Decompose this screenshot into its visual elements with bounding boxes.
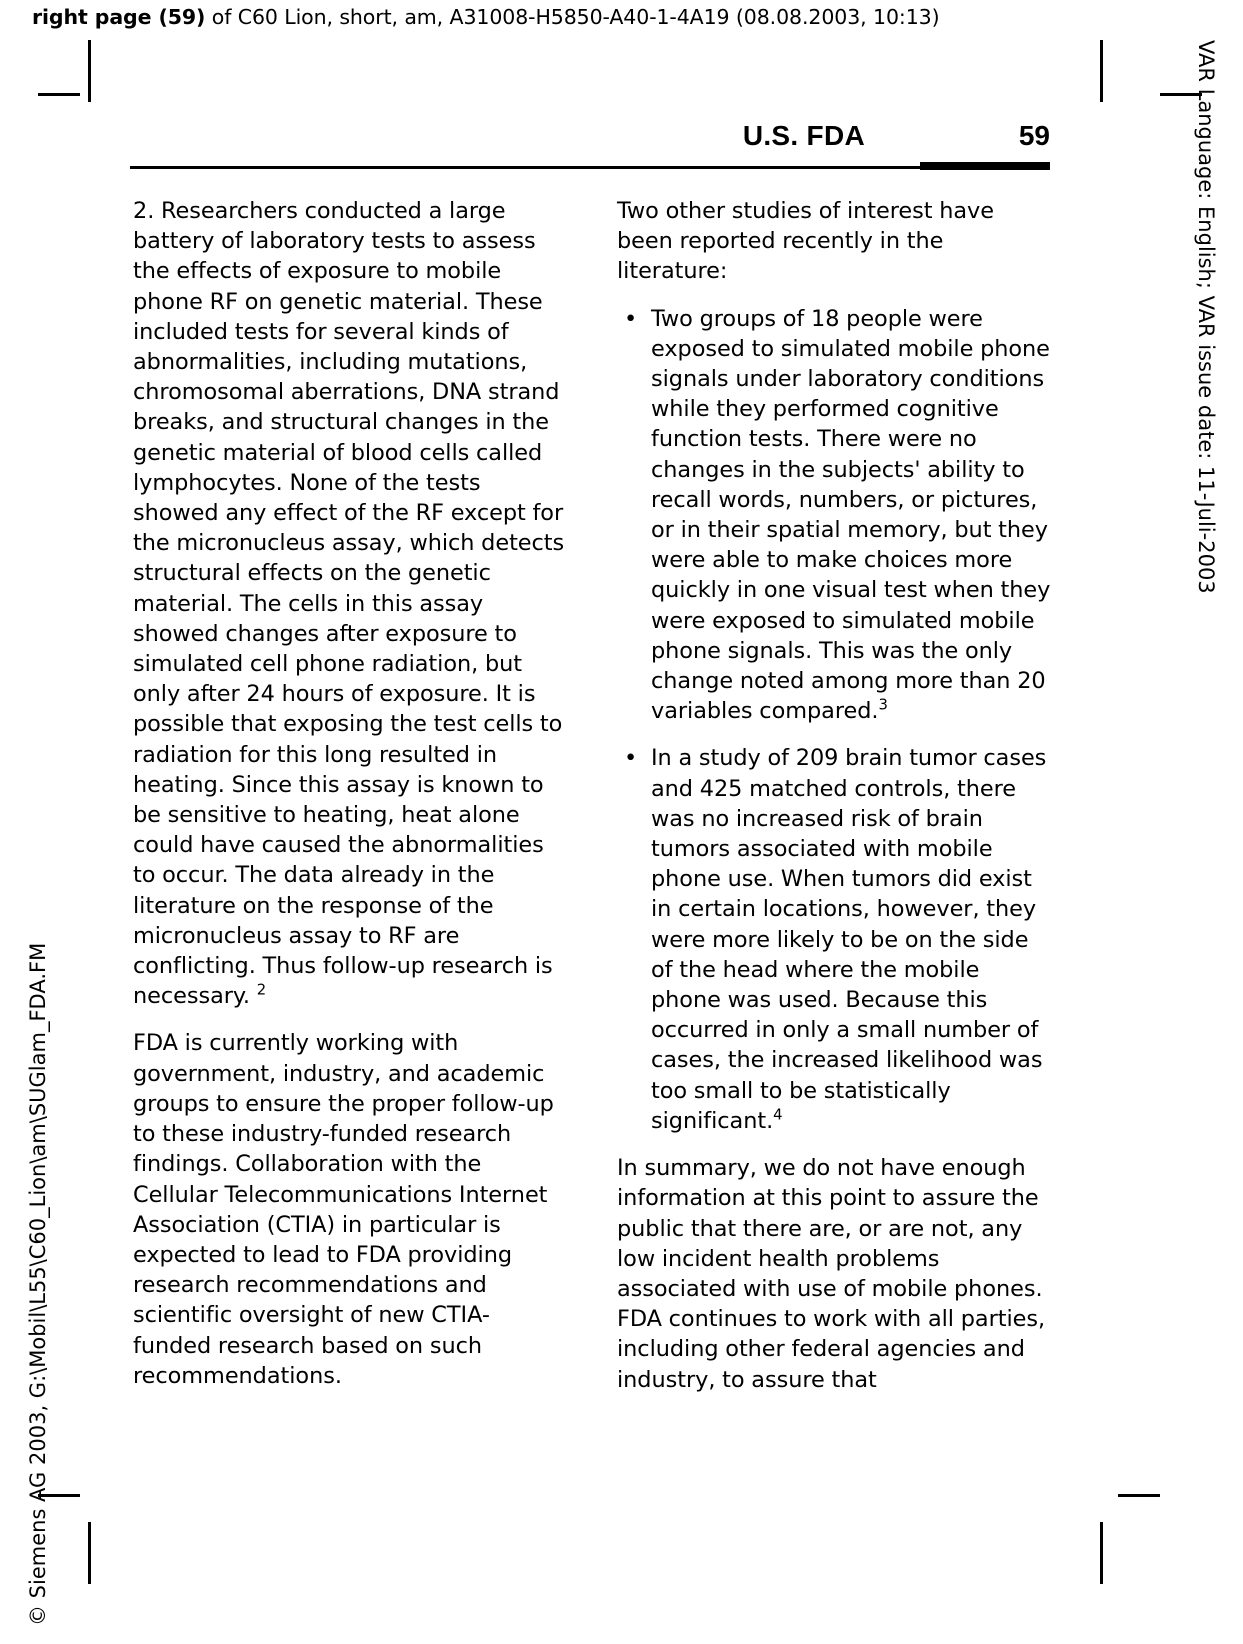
margin-note-right: VAR Language: English; VAR issue date: 11-Juli-2003 — [1194, 40, 1218, 594]
crop-mark-bottom-left-vertical — [88, 1522, 91, 1584]
crop-mark-bottom-right-horizontal — [1118, 1494, 1160, 1497]
section-title: U.S. FDA — [742, 120, 865, 151]
list-item-text: In a study of 209 brain tumor cases and 425 matched controls, there was no increased risk of brain tumors associated with mobile phone use. When tumors did exist in certain locations, however, they were more likely to be on the side of the head where the mobile phone was used. Because this occurred in only a small number of cases, the increased likelihood was too small to be statistically significant. — [651, 745, 1047, 1134]
paragraph-researchers-text: 2. Researchers conducted a large battery of laboratory tests to assess the effects of exposure to mobile phone RF on genetic material. These included tests for several kinds of abnormalities, including mutations, chromosomal aberrations, DNA strand breaks, and structural changes in the genetic material of blood cells called lymphocytes. None of the tests showed any effect of the RF except for the micronucleus assay, which detects structural effects on the genetic material. The cells in this assay showed changes after exposure to simulated cell phone radiation, but only after 24 hours of exposure. It is possible that exposing the test cells to radiation for this long resulted in heating. Since this assay is known to be sensitive to heating, heat alone could have caused the abnormalities to occur. The data already in the literature on the response of the micronucleus assay to RF are conflicting. Thus follow-up research is necessary. — [133, 198, 565, 1010]
footnote-ref-3: 3 — [878, 696, 888, 714]
footnote-ref-4: 4 — [773, 1106, 783, 1124]
header-rule-thin — [130, 166, 920, 169]
body-columns — [133, 196, 1053, 1395]
crop-mark-bottom-right-vertical — [1100, 1522, 1103, 1584]
bullet-icon: • — [624, 745, 638, 772]
footnote-ref-2: 2 — [256, 981, 267, 999]
production-banner-detail: of C60 Lion, short, am, A31008-H5850-A40-1-4A19 (08.08.2003, 10:13) — [205, 5, 940, 29]
studies-list — [617, 304, 1052, 1136]
crop-mark-top-left-vertical — [88, 40, 91, 102]
paragraph-two-other-studies: Two other studies of interest have been reported recently in the literature: — [617, 198, 994, 285]
left-column — [133, 196, 568, 1391]
running-head — [130, 120, 1050, 176]
bullet-icon: • — [624, 305, 638, 332]
paragraph-researchers — [133, 196, 568, 1011]
production-banner-page-label: right page (59) — [32, 5, 206, 29]
paragraph-fda-working: FDA is currently working with government, industry, and academic groups to ensure the proper follow-up to these industry-funded research findings. Collaboration with the Cellular Telecommunications Internet Association (CTIA) in particular is expected to lead to FDA providing research recommendations and scientific oversight of new CTIA-funded research based on such recommendations. — [133, 1030, 554, 1389]
list-item — [617, 304, 1052, 727]
right-column — [617, 196, 1052, 1395]
header-rule-thick — [920, 162, 1050, 170]
production-banner — [32, 2, 1212, 32]
page-number: 59 — [1018, 120, 1050, 151]
crop-mark-top-left-horizontal — [38, 93, 80, 96]
list-item — [617, 743, 1052, 1136]
crop-mark-top-right-vertical — [1100, 40, 1103, 102]
list-item-text: Two groups of 18 people were exposed to simulated mobile phone signals under laboratory conditions while they performed cognitive function tests. There were no changes in the subjects' ability to recall words, numbers, or pictures, or in their spatial memory, but they were able to make choices more quickly in one visual test when they were exposed to simulated mobile phone signals. This was the only change noted among more than 20 variables compared. — [651, 305, 1051, 725]
margin-note-left: © Siemens AG 2003, G:\Mobil\L55\C60_Lion\am\SUGlam_FDA.FM — [26, 942, 50, 1626]
paragraph-in-summary: In summary, we do not have enough information at this point to assure the public that there are, or are not, any low incident health problems associated with use of mobile phones. FDA continues to work with all parties, including other federal agencies and industry, to assure that — [617, 1155, 1046, 1393]
